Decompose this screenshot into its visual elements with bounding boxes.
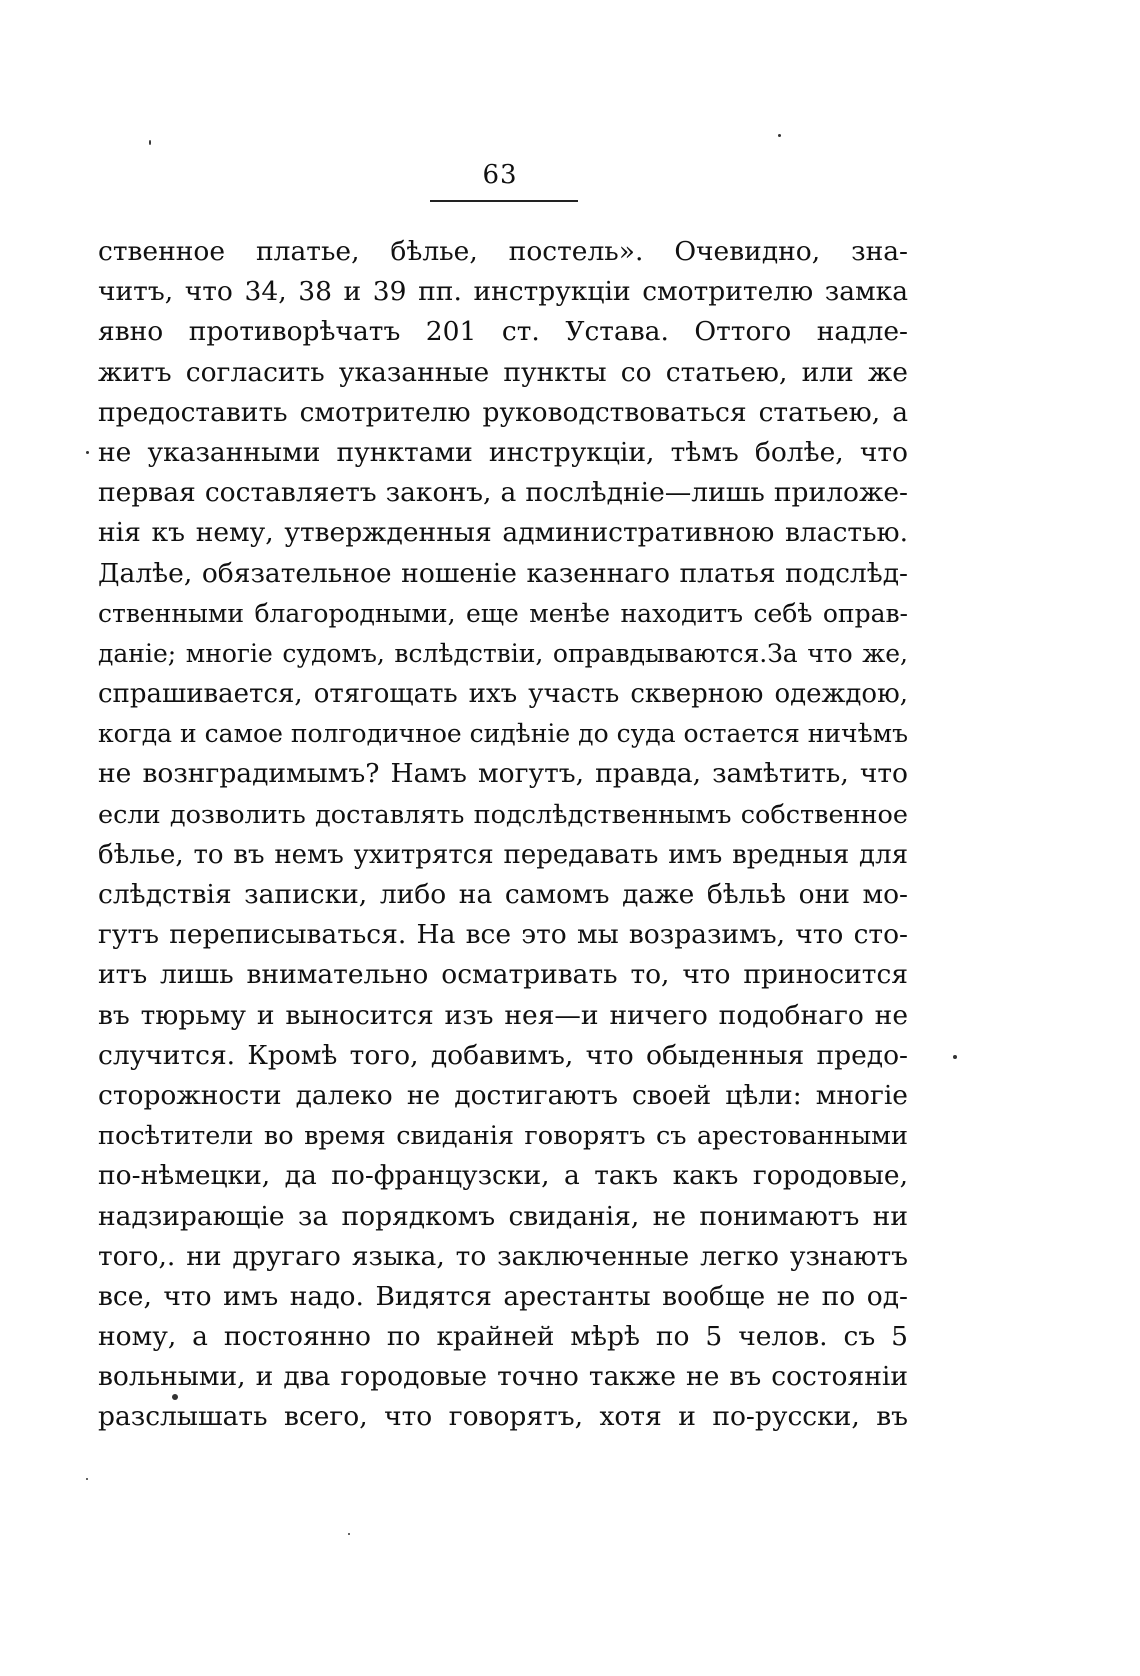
text-line: вольными, и два городовые точно также не въ состояніи (98, 1361, 908, 1393)
text-line: не вознградимымъ? Намъ могутъ, правда, замѣтить, что (98, 758, 908, 790)
text-line: когда и самое полгодичное сидѣніе до суда остается ничѣмъ (98, 719, 908, 749)
text-line: посѣтители во время свиданія говорятъ съ арестованными (98, 1121, 908, 1152)
scan-speck (348, 1533, 350, 1535)
text-line: бѣлье, то въ немъ ухитрятся передавать имъ вредныя для (98, 839, 908, 870)
text-line: сторожности далеко не достигаютъ своей цѣли: многіе (98, 1079, 908, 1111)
body-text (98, 232, 908, 1438)
text-line: явно противорѣчатъ 201 ст. Устава. Оттого надле- (98, 316, 908, 348)
scan-speck (172, 1394, 178, 1400)
text-line: спрашивается, отягощать ихъ участь скверною одеждою, (98, 679, 908, 710)
text-line: по-нѣмецки, да по-французски, а такъ какъ городовые, (98, 1160, 908, 1192)
text-line: если дозволить доставлять подслѣдственнымъ собственное (98, 799, 908, 830)
text-line: гутъ переписываться. На все это мы возразимъ, что сто- (98, 919, 908, 951)
text-line: ственными благородными, еще менѣе находитъ себѣ оправ- (98, 598, 908, 628)
page-number: 63 (482, 160, 518, 190)
text-line: ному, а постоянно по крайней мѣрѣ по 5 челов. съ 5 (98, 1321, 908, 1353)
scan-speck (149, 140, 151, 145)
scan-speck (86, 451, 89, 454)
text-line: все, что имъ надо. Видятся арестанты вообще не по од- (98, 1280, 908, 1312)
text-line: итъ лишь внимательно осматривать то, что приносится (98, 959, 908, 991)
text-line: ственное платье, бѣлье, постель». Очевидно, зна- (98, 236, 908, 267)
header-rule (430, 200, 578, 202)
text-line: даніе; многіе судомъ, вслѣдствіи, оправдываются.За что же, (98, 638, 908, 668)
scan-speck (778, 134, 781, 137)
text-line: предоставить смотрителю руководствоваться статьею, а (98, 396, 908, 428)
text-line: въ тюрьму и выносится изъ нея—и ничего подобнаго не (98, 999, 908, 1031)
text-line: слѣдствія записки, либо на самомъ даже бѣльѣ они мо- (98, 879, 908, 910)
text-line: Далѣе, обязательное ношеніе казеннаго платья подслѣд- (98, 557, 908, 589)
text-line: случится. Кромѣ того, добавимъ, что обыденныя предо- (98, 1039, 908, 1071)
text-line: разслышать всего, что говорятъ, хотя и по-русски, въ (98, 1401, 908, 1433)
text-line: первая составляетъ законъ, а послѣдніе—лишь приложе- (98, 477, 908, 509)
text-line: читъ, что 34, 38 и 39 пп. инструкціи смотрителю замка (98, 276, 908, 308)
text-line: не указанными пунктами инструкціи, тѣмъ болѣе, что (98, 436, 908, 468)
text-line: надзирающіе за порядкомъ свиданія, не понимаютъ ни (98, 1200, 908, 1232)
text-line: нія къ нему, утвержденныя административною властью. (98, 517, 908, 549)
scan-speck (953, 1055, 957, 1059)
scan-speck (86, 1478, 88, 1480)
text-line: житъ согласить указанные пункты со статьею, или же (98, 356, 908, 388)
text-line: того,. ни другаго языка, то заключенные легко узнаютъ (98, 1240, 908, 1272)
